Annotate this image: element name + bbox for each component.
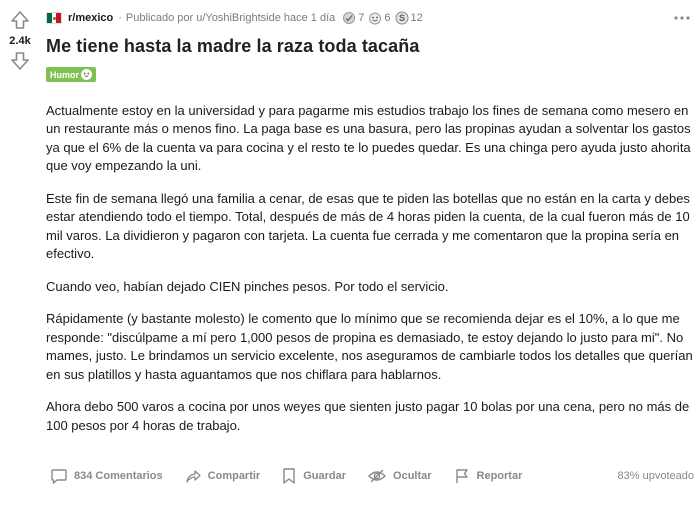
upvote-ratio: 83% upvoteado [617,470,694,482]
post-paragraph: Este fin de semana llegó una familia a cenar, de esas que te piden las botellas que no están en la carta y debes estar atendiendo todo el tiempo. Total, después de más de 4 horas piden la cuenta, de la cual fueron más de 10 mil varos. La dividieron y pagaron con tarjeta. La cuenta fue cerrada y me comentaron que la propina sería en efectivo. [46,190,690,261]
award-silver-count: 12 [410,12,423,24]
share-label: Compartir [207,470,261,482]
flair-label: Humor [50,69,79,80]
report-label: Reportar [476,470,523,482]
award-silver[interactable] [395,11,423,25]
award-helpful[interactable] [342,11,364,25]
bookmark-icon [281,467,297,485]
share-button[interactable] [184,467,261,485]
award-silver-icon [395,11,409,25]
posted-by[interactable]: Publicado por u/YoshiBrightside hace 1 día [125,12,336,24]
more-options-button[interactable] [670,8,694,28]
post-body [46,102,694,436]
upvote-arrow-icon [10,10,30,30]
downvote-arrow-icon [10,51,30,71]
comments-button[interactable] [50,467,163,485]
award-wholesome-count: 6 [384,12,391,24]
post-actions-bar [46,467,694,485]
award-helpful-count: 7 [358,12,365,24]
post-flair[interactable] [46,67,96,82]
meta-separator: · [118,12,122,24]
flag-icon [453,467,471,485]
more-options-icon [674,16,690,20]
post-title[interactable]: Me tiene hasta la madre la raza toda tacaña [46,36,420,56]
subreddit-link[interactable]: r/mexico [68,12,114,24]
svg-text:S: S [398,13,405,24]
post-meta [46,9,694,27]
save-button[interactable] [281,467,346,485]
flair-emoji-icon [81,69,92,80]
comment-icon [50,467,68,485]
vote-column [0,0,40,73]
vote-count: 2.4k [9,35,31,47]
downvote-button[interactable] [8,49,32,73]
save-label: Guardar [303,470,347,482]
award-helpful-icon [342,11,356,25]
award-wholesome[interactable] [368,11,390,25]
post-paragraph: Cuando veo, habían dejado CIEN pinches pesos. Por todo el servicio. [46,278,449,294]
hide-eye-icon [367,467,387,485]
post-paragraph: Ahora debo 500 varos a cocina por unos weyes que sienten justo pagar 10 bolas por una cena, pero no más de 100 pesos por 4 horas de trabajo. [46,399,690,433]
award-wholesome-icon [368,11,382,25]
post [46,0,694,449]
share-icon [184,467,202,485]
subreddit-flag-icon[interactable] [46,12,62,24]
comments-label: 834 Comentarios [74,470,163,482]
post-paragraph: Rápidamente (y bastante molesto) le comento que lo mínimo que se recomienda dejar es el 10%, a lo que me responde: "discúlpame a mí pero 1,000 pesos de propina es demasiado, te estoy dejando lo justo para mi". No mames, justo. Le brindamos un servicio excelente, nos aseguramos de cambiarle todos los detalles que querían en sus platillos y hasta aguantamos que nos chiflara para hablarnos. [46,311,693,382]
post-paragraph: Actualmente estoy en la universidad y para pagarme mis estudios trabajo los fines de semana como mesero en un restaurante más o menos fino. La paga base es una basura, pero las propinas ayudan a solventar los gastos ya que el 6% de la cuenta va para cocina y el resto te lo puedes quedar. Es una chinga pero ayuda justo ahorita que voy empezando la uni. [46,102,691,173]
hide-button[interactable] [367,467,432,485]
report-button[interactable] [453,467,523,485]
hide-label: Ocultar [393,470,432,482]
upvote-button[interactable] [8,8,32,32]
